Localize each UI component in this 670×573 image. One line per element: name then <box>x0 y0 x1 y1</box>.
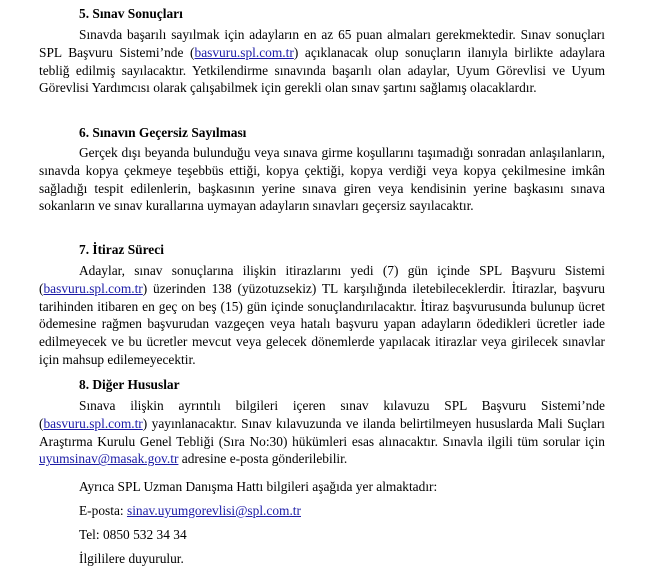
section-5-paragraph <box>39 26 605 97</box>
section-5-heading: 5. Sınav Sonuçları <box>79 6 183 21</box>
email-label: E-posta: <box>79 503 127 518</box>
basvuru-link[interactable]: basvuru.spl.com.tr <box>43 280 143 296</box>
section-6-heading: 6. Sınavın Geçersiz Sayılması <box>79 125 247 140</box>
section-8-text-b: ) yayınlanacaktır. Sınav kılavuzunda ve ilanda belirtilmeyen hususlarda Mali Suçları Araştırma Kurulu Genel Tebliği (Sıra No:30) hükümleri esas alınacaktır. Sınavla ilgili tüm sorular için <box>39 415 605 449</box>
section-7-heading: 7. İtiraz Süreci <box>79 242 164 257</box>
section-5-text-a: Sınavda başarılı sayılmak için adayların en az 65 puan almaları gerekmektedir. Sınav sonuçları SPL Başvuru Sistemi’nde ( <box>39 27 605 60</box>
section-7-text-b: ) üzerinden 138 (yüzotuzsekiz) TL karşılığında iletebileceklerdir. İtirazlar, başvuru tarihinden itibaren en geç on beş (15) gün içinde sonuçlandırılacaktır. İtiraz başvurusunda bulunup ücret ödemesine rağmen başvurudan vazgeçen veya hatalı başvuru yapan adayların ödedikleri ücretler iade edilmeyecek ve bu ücretler mevcut veya gelecek dönemlerde yapılacak itirazlar veya girilecek sınavlar için mahsup edilemeyecektir. <box>39 280 605 367</box>
basvuru-link[interactable]: basvuru.spl.com.tr <box>43 415 143 431</box>
uyumsinav-email-link[interactable]: uyumsinav@masak.gov.tr <box>39 451 179 467</box>
contact-email-line <box>79 503 301 519</box>
section-8-heading: 8. Diğer Hususlar <box>79 377 180 392</box>
contact-intro: Ayrıca SPL Uzman Danışma Hattı bilgileri aşağıda yer almaktadır: <box>79 479 438 494</box>
section-8-text-a: Sınava ilişkin ayrıntılı bilgileri içeren sınav kılavuzu SPL Başvuru Sistemi’nde ( <box>39 398 605 431</box>
section-7-text-a: Adaylar, sınav sonuçlarına ilişkin itirazlarını yedi (7) gün içinde SPL Başvuru Sistemi ( <box>39 263 605 296</box>
basvuru-link[interactable]: basvuru.spl.com.tr <box>194 44 294 60</box>
section-8-text-c: adresine e-posta gönderilebilir. <box>178 451 348 467</box>
section-5-text-b: ) açıklanacak olup sonuçların ilanıyla birlikte adaylara tebliğ edilmiş sayılacaktır. Yetkilendirme sınavında başarılı olan adaylar, Uyum Görevlisi ve Uyum Görevlisi Yardımcısı olarak çalışabilmek için gerekli olan sınav şartını sağlamış olacaklardır. <box>39 44 605 96</box>
contact-phone: Tel: 0850 532 34 34 <box>79 527 187 542</box>
spl-email-link[interactable]: sinav.uyumgorevlisi@spl.com.tr <box>126 503 301 518</box>
closing-text: İlgililere duyurulur. <box>79 551 184 566</box>
section-7-paragraph <box>39 262 605 369</box>
section-6-paragraph: Gerçek dışı beyanda bulunduğu veya sınava girme koşullarını taşımadığı sonradan anlaşılanların, sınavda kopya çekmeye teşebbüs ettiği, kopya çektiği, kopya verdiği veya kopya çekilmesine imkân sağladığı tespit edilenlerin, başkasının yerine sınava giren veya kendisinin yerine başkasını sınava sokanların ve sınav kurallarına uymayan adayların sınavları geçersiz sayılacaktır. <box>39 145 605 214</box>
section-8-paragraph <box>39 397 605 468</box>
